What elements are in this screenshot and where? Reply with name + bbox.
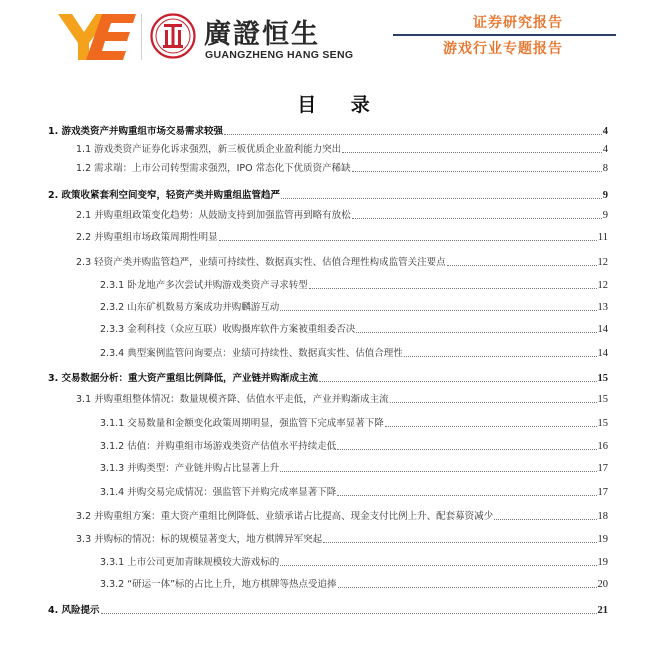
toc-entry[interactable] bbox=[76, 529, 608, 546]
toc-entry[interactable] bbox=[48, 121, 608, 138]
toc-entry-label[interactable]: 3.1.3 并购类型：产业链并购占比显著上升 bbox=[100, 463, 280, 474]
toc-page-number: 9 bbox=[602, 210, 608, 221]
logo-divider bbox=[141, 14, 142, 60]
toc-entry-label[interactable]: 3.1 并购重组整体情况：数量规模齐降、估值水平走低，产业并购渐成主流 bbox=[76, 394, 389, 405]
toc-entry[interactable] bbox=[100, 297, 608, 314]
toc-dot-leader bbox=[404, 355, 597, 357]
toc-page-number: 18 bbox=[597, 511, 608, 522]
toc-dot-leader bbox=[101, 612, 597, 614]
toc-page-number: 17 bbox=[597, 463, 608, 474]
toc-entry[interactable] bbox=[100, 574, 608, 591]
toc-entry-label[interactable]: 3.3 并购标的情况：标的规模显著变大，地方棋牌异军突起 bbox=[76, 534, 323, 545]
toc-entry[interactable] bbox=[76, 205, 608, 222]
toc-entry-label[interactable]: 3.3.1 上市公司更加青睐规模较大游戏标的 bbox=[100, 557, 280, 568]
toc-entry-label[interactable]: 2.3 轻资产类并购监管趋严，业绩可持续性、数据真实性、估值合理性构成监管关注要点 bbox=[76, 257, 446, 268]
toc-page-number: 16 bbox=[597, 441, 608, 452]
toc-dot-leader bbox=[494, 518, 596, 520]
toc-page-number: 14 bbox=[597, 324, 608, 335]
toc-page-number: 14 bbox=[597, 348, 608, 359]
toc-entry[interactable] bbox=[100, 436, 608, 453]
toc-page-number: 20 bbox=[597, 579, 608, 590]
toc-entry-label[interactable]: 3.1.2 估值：并购重组市场游戏类资产估值水平持续走低 bbox=[100, 441, 337, 452]
toc-page-number: 21 bbox=[597, 605, 608, 616]
toc-dot-leader bbox=[337, 494, 596, 496]
toc-page-number: 19 bbox=[597, 534, 608, 545]
toc-entry-label[interactable]: 3.3.2 “研运一体”标的占比上升，地方棋牌等热点受追捧 bbox=[100, 579, 337, 590]
toc-entry-label[interactable]: 3.2 并购重组方案：重大资产重组比例降低、业绩承诺占比提高、现金支付比例上升、配套募资减少 bbox=[76, 511, 494, 522]
toc-dot-leader bbox=[219, 239, 597, 241]
toc-dot-leader bbox=[280, 470, 596, 472]
toc-entry-label[interactable]: 2.2 并购重组市场政策周期性明显 bbox=[76, 232, 218, 243]
toc-dot-leader bbox=[323, 541, 596, 543]
toc-entry[interactable] bbox=[100, 343, 608, 360]
toc-page-number: 15 bbox=[597, 394, 608, 405]
toc-entry[interactable] bbox=[100, 275, 608, 292]
ye-logo-icon bbox=[56, 12, 138, 62]
toc-dot-leader bbox=[352, 217, 602, 219]
toc-page-number: 4 bbox=[602, 126, 608, 137]
toc-entry-label[interactable]: 2. 政策收紧套利空间变窄，轻资产类并购重组监管趋严 bbox=[48, 190, 281, 201]
toc-entry-label[interactable]: 3.1.1 交易数量和金额变化政策周期明显，强监管下完成率显著下降 bbox=[100, 418, 384, 429]
toc-dot-leader bbox=[356, 331, 596, 333]
toc-entry-label[interactable]: 1.2 需求端：上市公司转型需求强烈，IPO 常态化下优质资产稀缺 bbox=[76, 163, 351, 174]
toc-dot-leader bbox=[390, 401, 597, 403]
toc-entry-label[interactable]: 1. 游戏类资产并购重组市场交易需求较强 bbox=[48, 126, 224, 137]
report-header bbox=[0, 0, 667, 78]
toc-dot-leader bbox=[280, 564, 596, 566]
toc-entry-label[interactable]: 3.1.4 并购交易完成情况：强监管下并购完成率显著下降 bbox=[100, 487, 337, 498]
toc-entry[interactable] bbox=[76, 158, 608, 175]
toc-entry[interactable] bbox=[100, 552, 608, 569]
toc-entry-label[interactable]: 1.1 游戏类资产证券化诉求强烈，新三板优质企业盈利能力突出 bbox=[76, 144, 342, 155]
brand-name-chinese: 廣證恒生 bbox=[204, 19, 320, 50]
toc-page-number: 13 bbox=[597, 302, 608, 313]
header-divider-rule bbox=[393, 34, 616, 36]
toc-entry-label[interactable]: 2.3.2 山东矿机数易方案成功并购麟游互动 bbox=[100, 302, 280, 313]
toc-dot-leader bbox=[281, 197, 602, 199]
report-type-label: 证券研究报告 bbox=[473, 15, 563, 31]
toc-dot-leader bbox=[224, 133, 602, 135]
toc-page-number: 8 bbox=[602, 163, 608, 174]
toc-page-number: 12 bbox=[597, 257, 608, 268]
toc-page-number: 19 bbox=[597, 557, 608, 568]
toc-entry[interactable] bbox=[100, 319, 608, 336]
toc-dot-leader bbox=[385, 425, 597, 427]
toc-entry[interactable] bbox=[76, 252, 608, 269]
toc-page-number: 17 bbox=[597, 487, 608, 498]
toc-page-number: 9 bbox=[602, 190, 608, 201]
toc-dot-leader bbox=[447, 264, 597, 266]
toc-entry-label[interactable]: 2.1 并购重组政策变化趋势：从鼓励支持到加强监管再到略有放松 bbox=[76, 210, 351, 221]
toc-entry-label[interactable]: 4. 风险提示 bbox=[48, 605, 100, 616]
toc-dot-leader bbox=[342, 151, 602, 153]
toc-entry[interactable] bbox=[48, 368, 608, 385]
toc-page-number: 11 bbox=[597, 232, 608, 243]
toc-entry[interactable] bbox=[100, 413, 608, 430]
toc-entry[interactable] bbox=[100, 482, 608, 499]
toc-entry[interactable] bbox=[48, 600, 608, 617]
toc-page-number: 12 bbox=[597, 280, 608, 291]
toc-page-number: 15 bbox=[597, 418, 608, 429]
toc-title: 目 录 bbox=[297, 94, 384, 116]
toc-dot-leader bbox=[352, 170, 602, 172]
hang-seng-seal-icon bbox=[150, 13, 196, 59]
toc-page-number: 15 bbox=[597, 373, 608, 384]
toc-page-number: 4 bbox=[602, 144, 608, 155]
toc-entry-label[interactable]: 2.3.3 金利科技（众应互联）收购摄库软件方案被重组委否决 bbox=[100, 324, 356, 335]
toc-dot-leader bbox=[319, 380, 596, 382]
toc-entry[interactable] bbox=[48, 185, 608, 202]
toc-dot-leader bbox=[338, 586, 597, 588]
toc-entry[interactable] bbox=[76, 227, 608, 244]
toc-dot-leader bbox=[309, 287, 597, 289]
brand-name-english: GUANGZHENG HANG SENG bbox=[205, 49, 354, 61]
toc-entry-label[interactable]: 3. 交易数据分析：重大资产重组比例降低，产业链并购渐成主流 bbox=[48, 373, 319, 384]
toc-entry[interactable] bbox=[76, 139, 608, 156]
toc-entry[interactable] bbox=[76, 389, 608, 406]
toc-entry-label[interactable]: 2.3.1 卧龙地产多次尝试并购游戏类资产寻求转型 bbox=[100, 280, 308, 291]
report-subtitle: 游戏行业专题报告 bbox=[443, 41, 563, 57]
toc-dot-leader bbox=[280, 309, 596, 311]
toc-dot-leader bbox=[337, 448, 596, 450]
toc-entry[interactable] bbox=[76, 506, 608, 523]
toc-entry-label[interactable]: 2.3.4 典型案例监管问询要点：业绩可持续性、数据真实性、估值合理性 bbox=[100, 348, 403, 359]
toc-entry[interactable] bbox=[100, 458, 608, 475]
